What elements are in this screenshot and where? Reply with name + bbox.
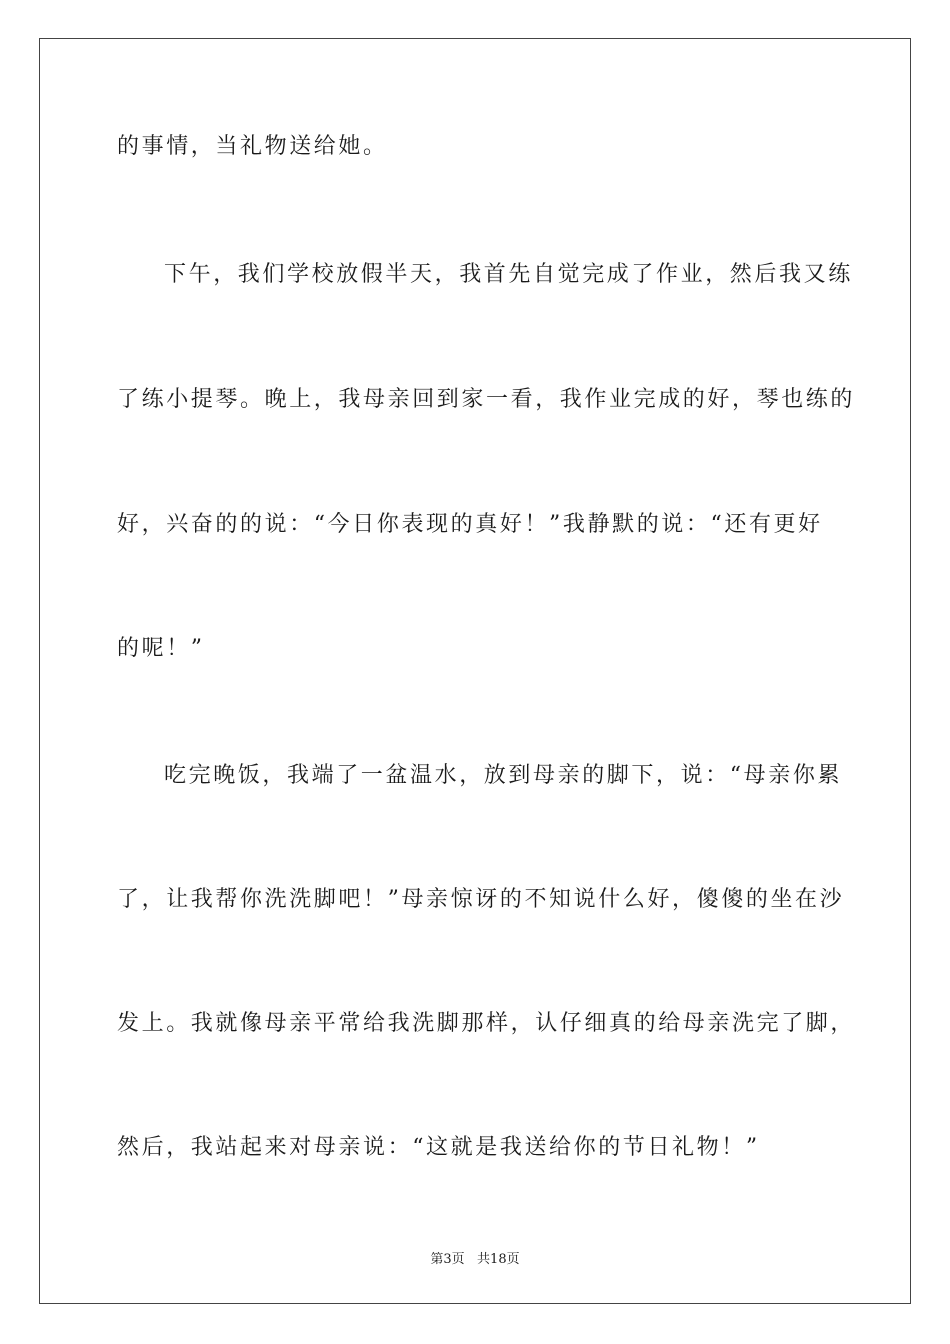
page-border <box>39 38 911 1304</box>
paragraph-start-line: 下午，我们学校放假半天，我首先自觉完成了作业，然后我又练 <box>164 262 853 287</box>
text-line: 的事情，当礼物送给她。 <box>117 134 388 159</box>
text-line: 了，让我帮你洗洗脚吧！”母亲惊讶的不知说什么好，傻傻的坐在沙 <box>117 887 845 912</box>
text-line: 好，兴奋的的说：“今日你表现的真好！”我静默的说：“还有更好 <box>117 512 823 537</box>
page-number-footer: 第3页 共18页 <box>430 1252 520 1267</box>
text-line: 然后，我站起来对母亲说：“这就是我送给你的节日礼物！” <box>117 1135 760 1160</box>
text-line: 的呢！” <box>117 636 205 661</box>
text-line: 发上。我就像母亲平常给我洗脚那样，认仔细真的给母亲洗完了脚， <box>117 1011 856 1036</box>
text-line: 了练小提琴。晚上，我母亲回到家一看，我作业完成的好，琴也练的 <box>117 387 856 412</box>
paragraph-start-line: 吃完晚饭，我端了一盆温水，放到母亲的脚下，说：“母亲你累 <box>164 763 843 788</box>
